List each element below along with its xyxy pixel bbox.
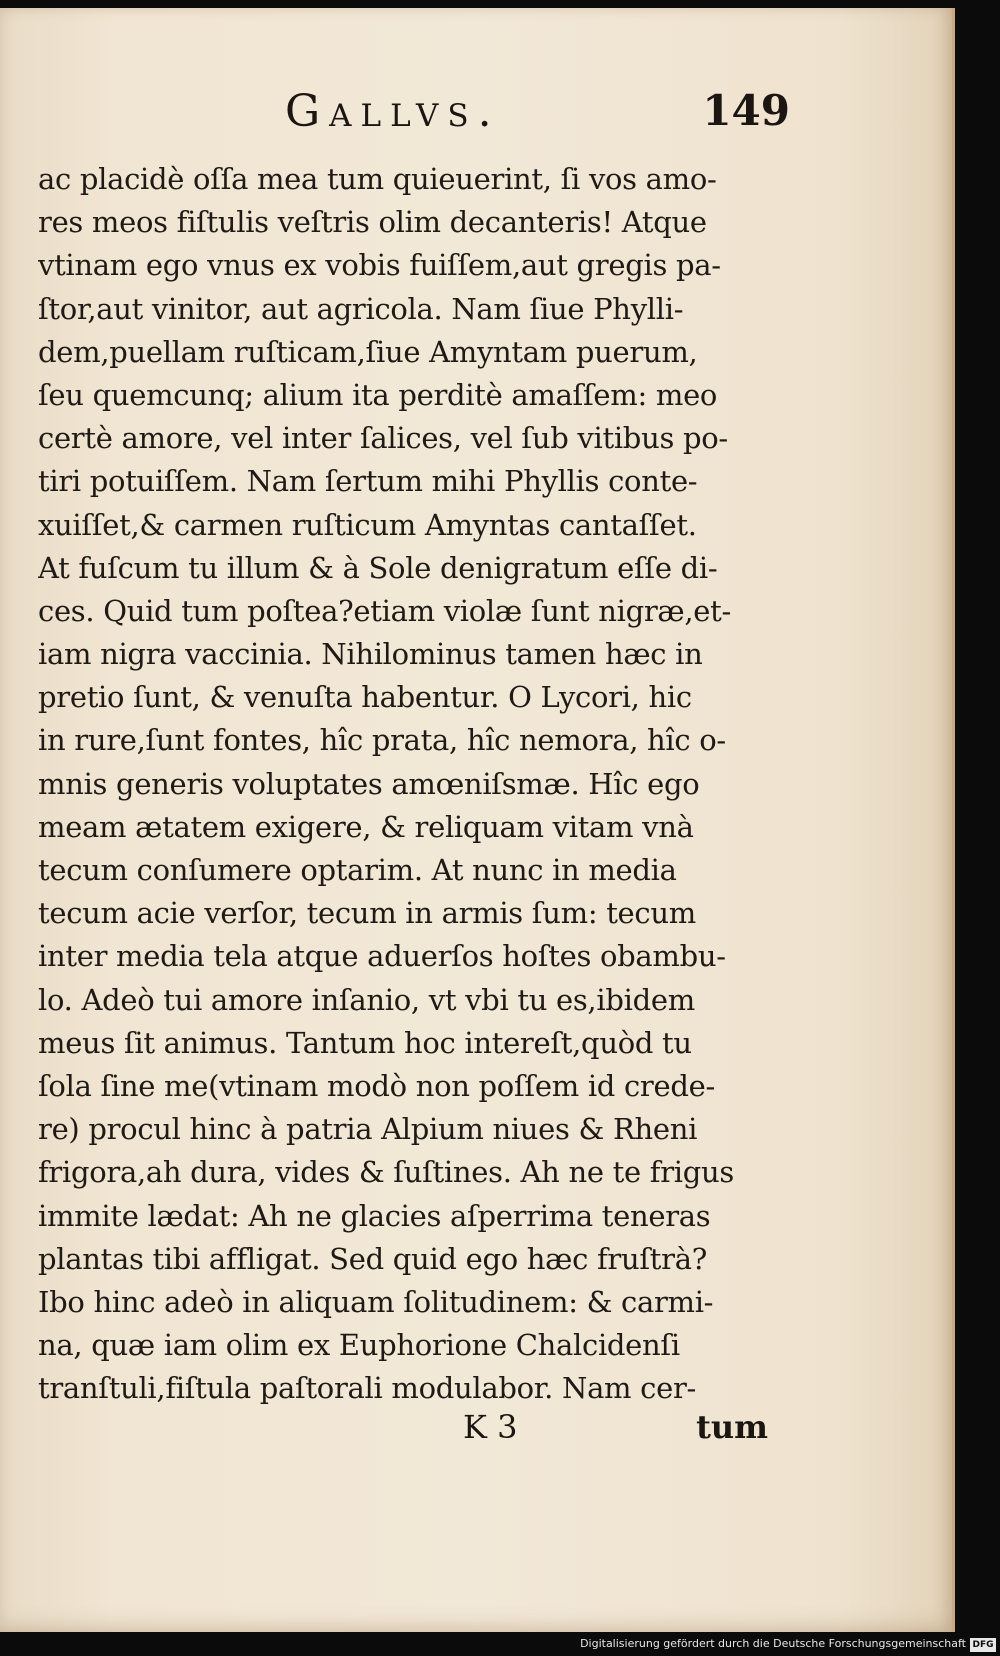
text-line: res meos fiſtulis veſtris olim decanteris! Atque — [38, 205, 707, 240]
text-line: xuiſſet,& carmen ruſticum Amyntas cantaſſet. — [38, 507, 697, 542]
text-line: plantas tibi affligat. Sed quid ego hæc fruſtrà? — [38, 1241, 707, 1276]
text-line: lo. Adeò tui amore inſanio, vt vbi tu es,ibidem — [38, 982, 695, 1017]
text-line: inter media tela atque aduerſos hoſtes obambu- — [38, 939, 726, 974]
text-line: tranſtuli,fiſtula paſtorali modulabor. Nam cer- — [38, 1371, 697, 1406]
text-line: tiri potuiſſem. Nam ſertum mihi Phyllis conte- — [38, 464, 698, 499]
page-header — [40, 86, 790, 146]
text-line: meus ſit animus. Tantum hoc intereſt,quòd tu — [38, 1025, 692, 1060]
text-line: Ibo hinc adeò in aliquam ſolitudinem: & carmi- — [38, 1284, 714, 1319]
text-line: ces. Quid tum poſtea?etiam violæ ſunt nigræ,et- — [38, 593, 731, 628]
text-line: immite lædat: Ah ne glacies aſperrima teneras — [38, 1198, 711, 1233]
text-line: iam nigra vaccinia. Nihilominus tamen hæc in — [38, 637, 703, 672]
text-line: At fuſcum tu illum & à Sole denigratum eſſe di- — [38, 550, 718, 585]
dfg-logo: DFG — [970, 1638, 996, 1652]
book-page — [0, 8, 955, 1632]
text-line: certè amore, vel inter ſalices, vel ſub vitibus po- — [38, 421, 728, 456]
text-line: na, quæ iam olim ex Euphorione Chalcidenſi — [38, 1328, 680, 1363]
text-line: dem,puellam ruſticam,ſiue Amyntam puerum, — [38, 334, 698, 369]
digitization-credit: Digitalisierung gefördert durch die Deutsche Forschungsgemeinschaft — [580, 1637, 966, 1650]
page-footer — [38, 1408, 788, 1456]
text-line: ſeu quemcunq; alium ita perditè amaſſem: meo — [38, 377, 718, 412]
catchword: tum — [696, 1408, 768, 1446]
text-line: re) procul hinc à patria Alpium niues & Rheni — [38, 1112, 698, 1147]
signature-mark: K 3 — [463, 1408, 518, 1446]
body-text — [38, 158, 788, 1410]
text-line: in rure,ſunt fontes, hîc prata, hîc nemora, hîc o- — [38, 723, 726, 758]
text-line: tecum conſumere optarim. At nunc in media — [38, 853, 677, 887]
text-line: meam ætatem exigere, & reliquam vitam vnà — [38, 809, 694, 844]
text-line: pretio ſunt, & venuſta habentur. O Lycori, hic — [38, 680, 692, 715]
text-line: ſola ſine me(vtinam modò non poſſem id crede- — [38, 1068, 715, 1103]
running-head: Gallvs. — [285, 86, 501, 137]
text-line: vtinam ego vnus ex vobis fuiſſem,aut gregis pa- — [38, 248, 721, 283]
page-number: 149 — [702, 86, 790, 135]
text-line: tecum acie verſor, tecum in armis ſum: tecum — [38, 896, 696, 931]
text-line: ſtor,aut vinitor, aut agricola. Nam ſiue Phylli- — [38, 291, 684, 326]
text-line: frigora,ah dura, vides & ſuſtines. Ah ne te frigus — [38, 1155, 734, 1190]
text-line: mnis generis voluptates amœniſsmæ. Hîc ego — [38, 766, 700, 801]
text-line: ac placidè oſſa mea tum quieuerint, ſi vos amo- — [38, 162, 717, 196]
